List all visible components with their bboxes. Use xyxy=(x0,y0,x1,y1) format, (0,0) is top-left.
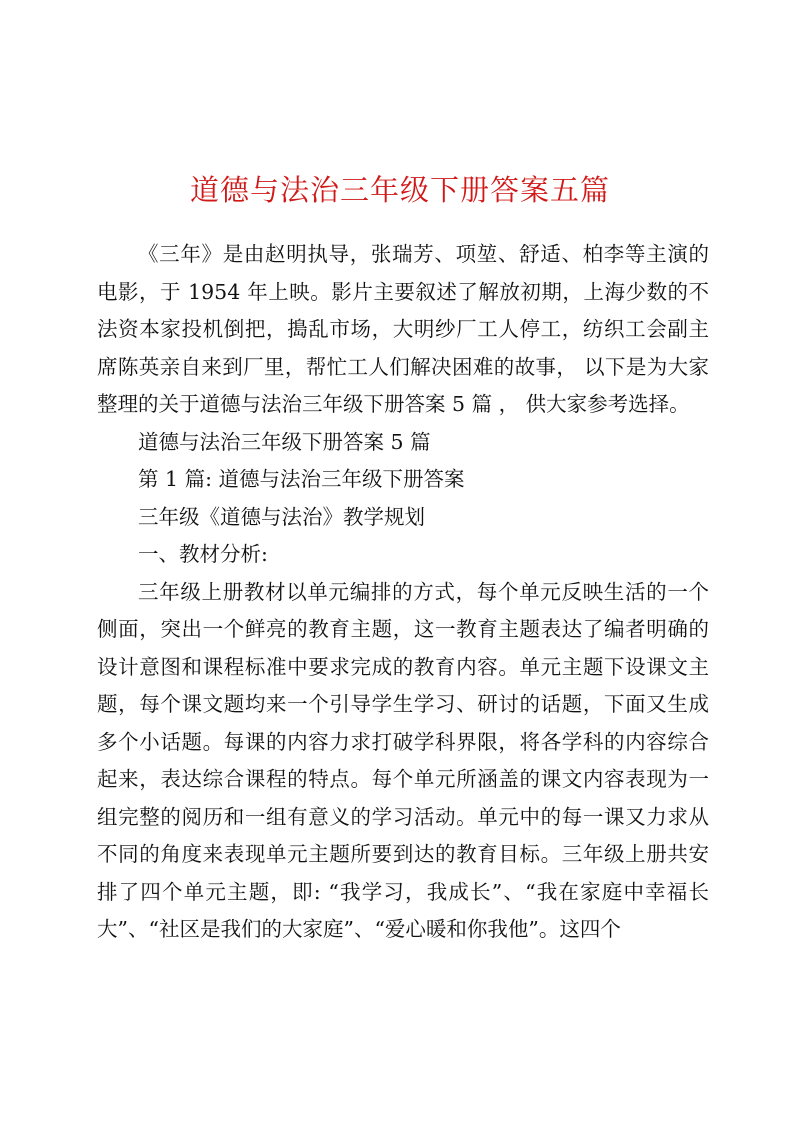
paragraph-intro: 《三年》是由赵明执导，张瑞芳、项堃、舒适、柏李等主演的电影，于 1954 年上映。影片主要叙述了解放初期，上海少数的不法资本家投机倒把，搗乱市场，大明纱厂工人停工，纺织工会副主席陈英亲自来到厂里，帮忙工人们解决困难的故事， 以下是为大家整理的关于道德与法治三年级下册答案 5 篇 ， 供大家参考选择。 xyxy=(97,242,709,416)
document-body xyxy=(97,236,709,949)
paragraph-heading-analysis: 一、教材分析: xyxy=(138,542,268,566)
paragraph-heading-part-1: 第 1 篇: 道德与法治三年级下册答案 xyxy=(138,467,465,491)
paragraph-heading-plan: 三年级《道德与法治》教学规划 xyxy=(138,504,425,529)
paragraph-heading-answers: 道德与法治三年级下册答案 5 篇 xyxy=(138,429,431,454)
document-title: 道德与法治三年级下册答案五篇 xyxy=(189,173,610,207)
paragraph-analysis-body: 三年级上册教材以单元编排的方式，每个单元反映生活的一个侧面，突出一个鲜亮的教育主题，这一教育主题表达了编者明确的设计意图和课程标准中要求完成的教育内容。单元主题下设课文主题，每个课文题均来一个引导学生学习、研讨的话题，下面又生成多个小话题。每课的内容力求打破学科界限，将各学科的内容综合起来，表达综合课程的特点。每个单元所涵盖的课文内容表现为一组完整的阅历和一组有意义的学习活动。单元中的每一课又力求从不同的角度来表现单元主题所要到达的教育目标。三年级上册共安排了四个单元主题，即: “我学习，我成长”、“我在家庭中幸福长大”、“社区是我们的大家庭”、“爱心暖和你我他”。这四个 xyxy=(97,579,709,941)
